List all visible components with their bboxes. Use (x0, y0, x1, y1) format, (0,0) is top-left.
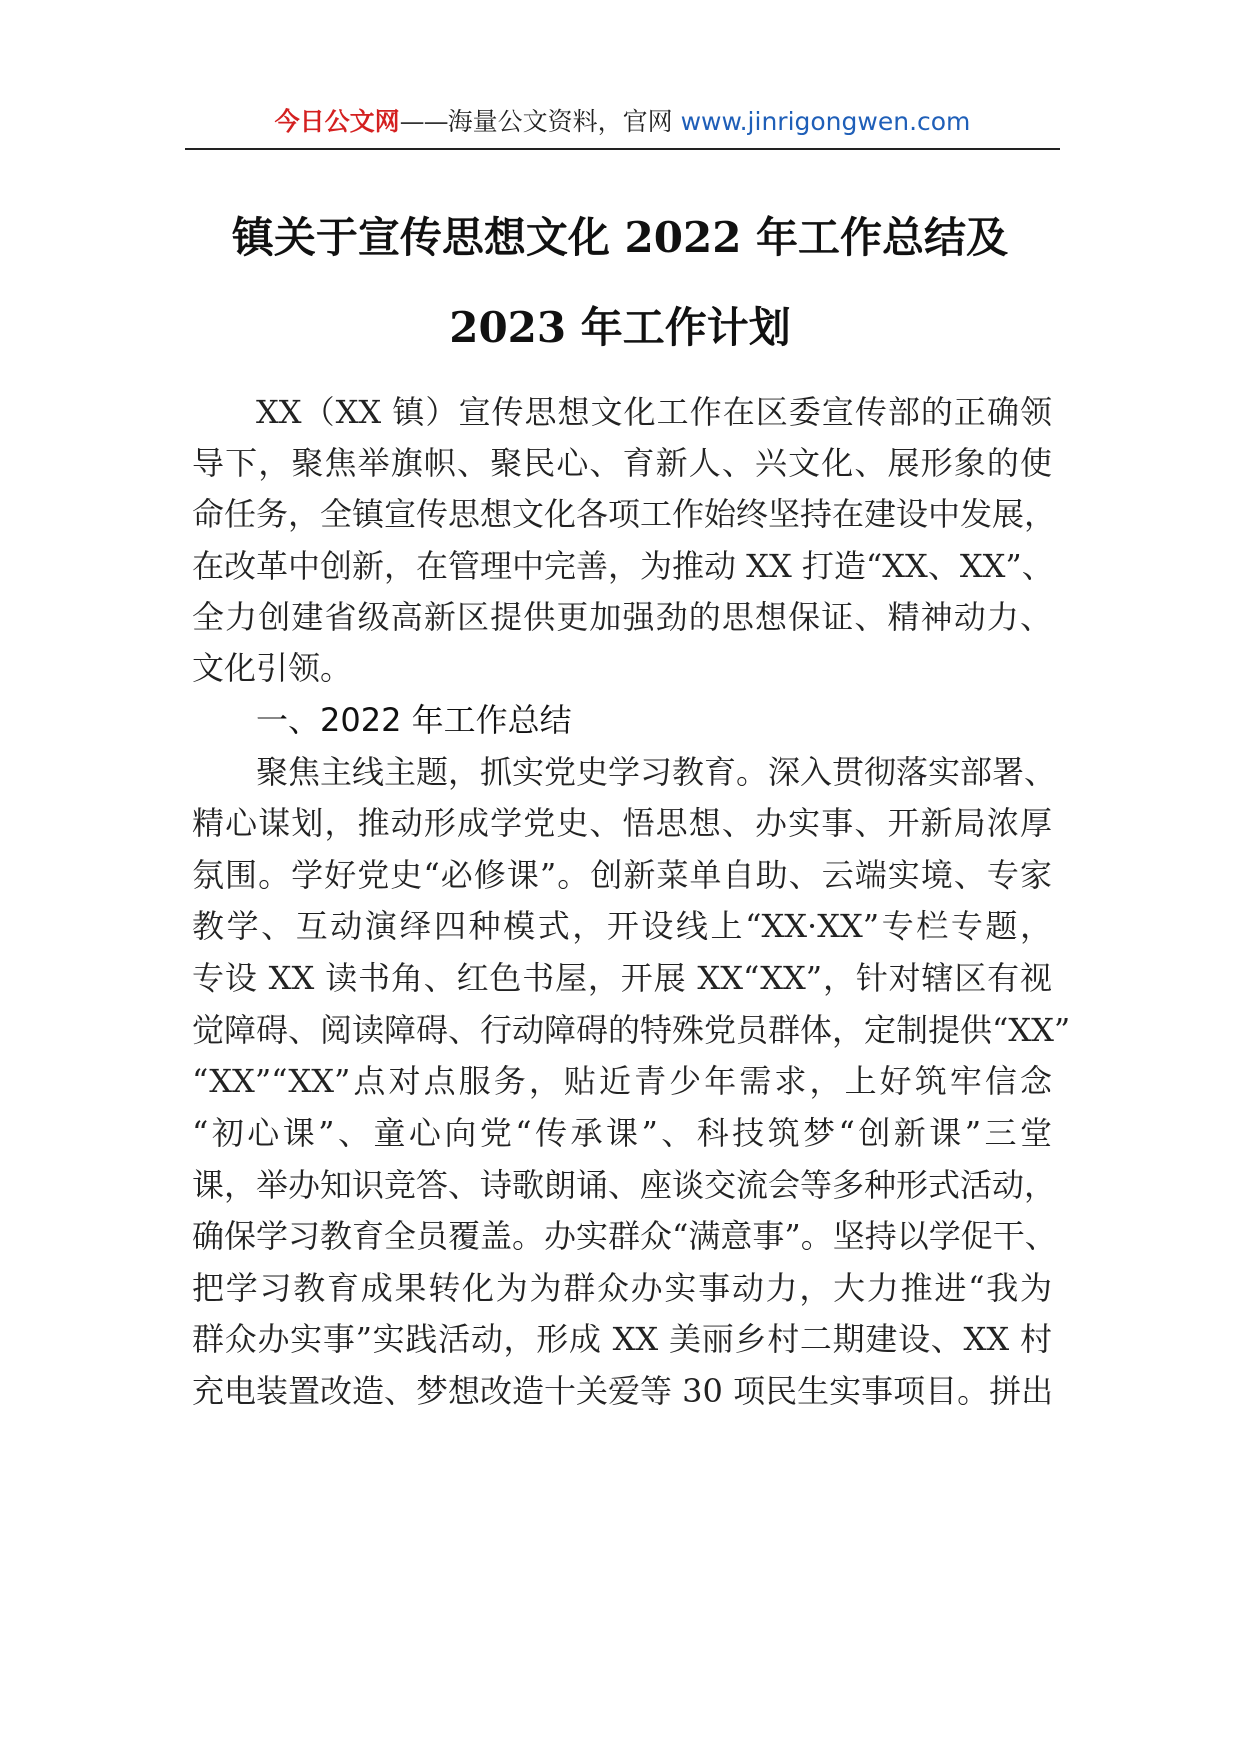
header-tagline: 海量公文资料，官网 (447, 107, 681, 136)
intro-line: XX（XX 镇）宣传思想文化工作在区委宣传部的正确领 (256, 393, 1052, 431)
section-line: 精心谋划，推动形成学党史、悟思想、办实事、开新局浓厚 (192, 804, 1052, 842)
intro-line: 导下，聚焦举旗帜、聚民心、育新人、兴文化、展形象的使 (192, 444, 1052, 482)
section-line: 确保学习教育全员覆盖。办实群众“满意事”。坚持以学促干、 (192, 1217, 1057, 1255)
section-line: “初心课”、童心向党“传承课”、科技筑梦“创新课”三堂 (192, 1114, 1052, 1152)
section-line: “XX”“XX”点对点服务，贴近青少年需求，上好筑牢信念 (192, 1062, 1052, 1100)
section-line: 专设 XX 读书角、红色书屋，开展 XX“XX”，针对辖区有视 (192, 959, 1052, 997)
section-line: 充电装置改造、梦想改造十关爱等 30 项民生实事项目。拼出 (192, 1372, 1054, 1410)
section-line: 群众办实事”实践活动，形成 XX 美丽乡村二期建设、XX 村 (192, 1320, 1052, 1358)
intro-line: 文化引领。 (192, 649, 353, 687)
section-line: 氛围。学好党史“必修课”。创新菜单自助、云端实境、专家 (192, 856, 1052, 894)
section-line: 觉障碍、阅读障碍、行动障碍的特殊党员群体，定制提供“XX” (192, 1011, 1071, 1049)
section-line: 教学、互动演绎四种模式，开设线上“XX·XX”专栏专题， (192, 907, 1052, 945)
site-brand[interactable]: 今日公文网 (274, 107, 400, 136)
document-title-line-1: 镇关于宣传思想文化 2022 年工作总结及 (231, 213, 1009, 262)
document-header (185, 100, 1060, 150)
header-dash: —— (399, 107, 448, 136)
section-heading: 一、2022 年工作总结 (256, 701, 572, 739)
intro-line: 全力创建省级高新区提供更加强劲的思想保证、精神动力、 (192, 598, 1052, 636)
section-line: 课，举办知识竞答、诗歌朗诵、座谈交流会等多种形式活动， (192, 1166, 1057, 1204)
site-url-link[interactable]: www.jinrigongwen.com (680, 107, 971, 136)
section-line: 聚焦主线主题，抓实党史学习教育。深入贯彻落实部署、 (256, 753, 1057, 791)
document-title-line-2: 2023 年工作计划 (449, 303, 791, 352)
section-line: 把学习教育成果转化为为群众办实事动力，大力推进“我为 (192, 1269, 1052, 1307)
intro-line: 在改革中创新，在管理中完善，为推动 XX 打造“XX、XX”、 (192, 547, 1054, 585)
intro-line: 命任务，全镇宣传思想文化各项工作始终坚持在建设中发展， (192, 495, 1057, 533)
